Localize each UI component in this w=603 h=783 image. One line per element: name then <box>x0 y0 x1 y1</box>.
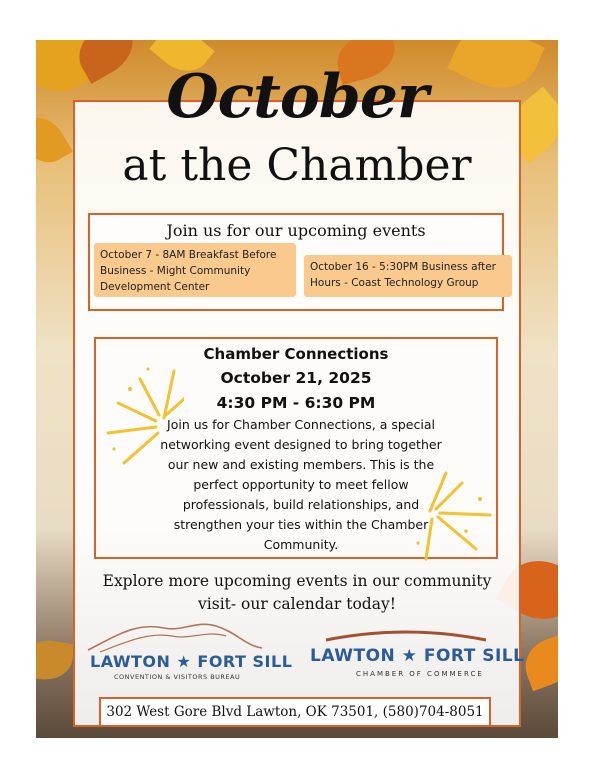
explore-line-1: Explore more upcoming events in our community <box>102 572 492 590</box>
cvb-logo-subtitle: CONVENTION & VISITORS BUREAU <box>114 673 241 681</box>
connections-date: October 21, 2025 <box>220 369 372 387</box>
arc-icon <box>306 626 506 642</box>
chamber-logo-subtitle: CHAMBER OF COMMERCE <box>356 670 484 678</box>
chamber-logo-name: LAWTON ★ FORT SILL <box>310 646 525 666</box>
mountain-swoosh-icon <box>86 616 264 656</box>
sparkle-burst-icon <box>396 469 496 561</box>
chamber-logo <box>306 626 525 688</box>
upcoming-events-heading: Join us for our upcoming events <box>166 221 426 240</box>
connections-time: 4:30 PM - 6:30 PM <box>216 394 376 412</box>
event-card: October 16 - 5:30PM Business after Hours - Coast Technology Group <box>304 255 512 297</box>
event-card: October 7 - 8AM Breakfast Before Business - Might Community Development Center <box>94 243 296 297</box>
cvb-logo <box>86 616 293 686</box>
sparkle-burst-icon <box>104 363 184 473</box>
title-october: October <box>166 62 428 132</box>
connections-title: Chamber Connections <box>203 345 389 363</box>
flyer <box>36 40 558 738</box>
address-bar: 302 West Gore Blvd Lawton, OK 73501, (580)704-8051 <box>99 697 491 727</box>
connections-description: Join us for Chamber Connections, a special networking event designed to bring together our new and existing members. This is the perfect opportunity to meet fellow professionals, build relationships, and strengthen your ties within the Chamber Community. <box>160 417 442 552</box>
upcoming-events-box <box>88 213 504 311</box>
title-at-the-chamber: at the Chamber <box>122 140 472 191</box>
explore-line-2: visit- our calendar today! <box>198 595 396 613</box>
chamber-connections-box <box>94 337 498 559</box>
cvb-logo-name: LAWTON ★ FORT SILL <box>90 652 293 671</box>
explore-text <box>76 570 518 616</box>
leaf-decoration <box>36 636 75 684</box>
